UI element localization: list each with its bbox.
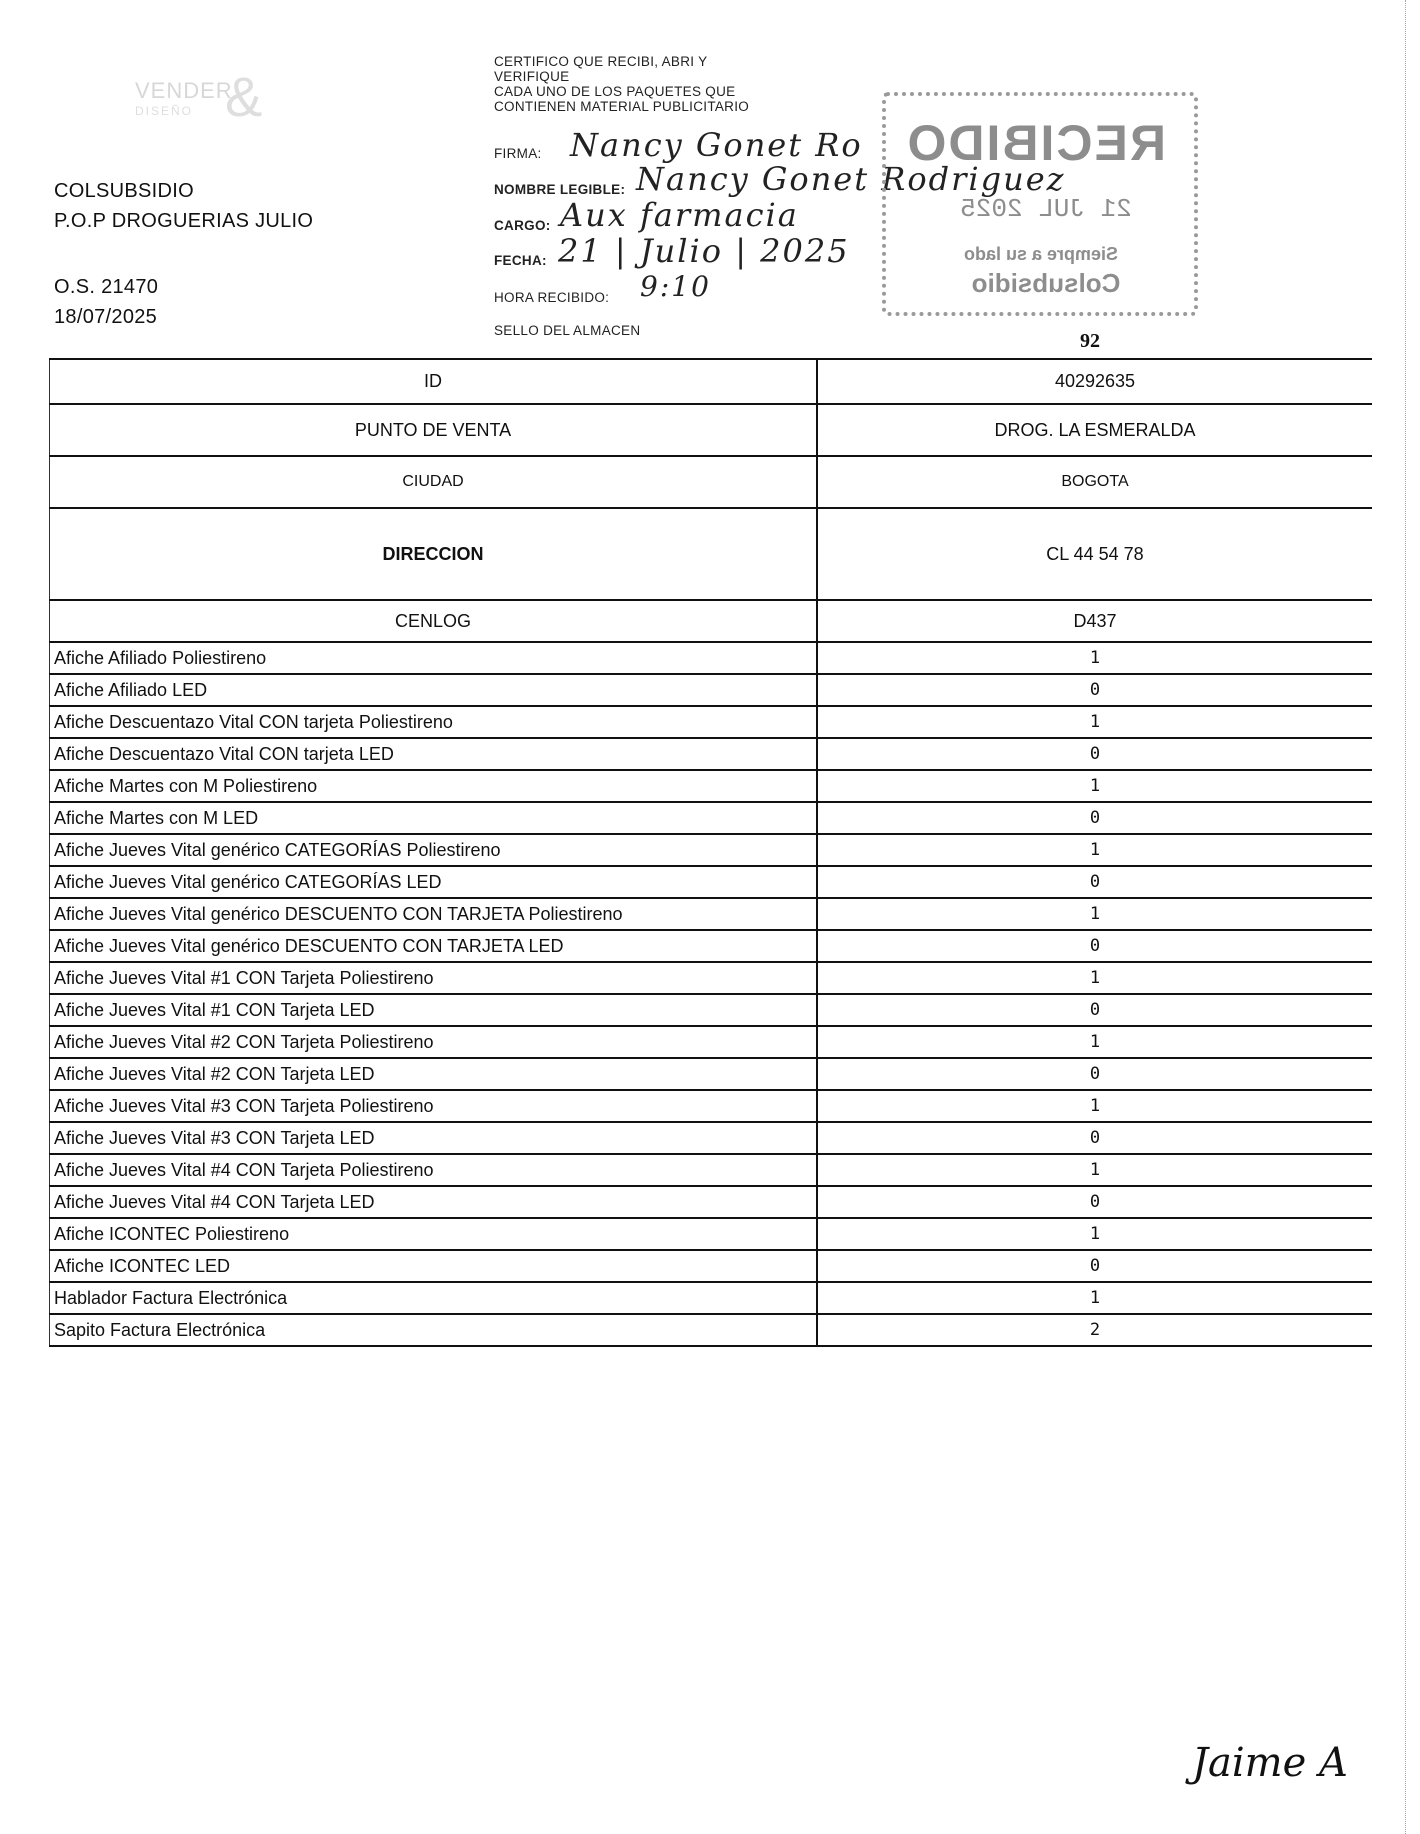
- company-name: COLSUBSIDIO: [54, 180, 194, 202]
- item-quantity: 0: [817, 802, 1372, 834]
- item-quantity: 0: [817, 1250, 1372, 1282]
- footer-signature: Jaime A: [1192, 1740, 1348, 1786]
- item-quantity: 1: [817, 770, 1372, 802]
- item-row: [50, 1058, 1373, 1090]
- items-list: [50, 642, 1373, 1346]
- item-row: [50, 898, 1373, 930]
- store-info-row: [50, 600, 1373, 642]
- item-row: [50, 1218, 1373, 1250]
- store-info-label: DIRECCION: [50, 508, 818, 600]
- item-quantity: 0: [817, 930, 1372, 962]
- item-row: [50, 962, 1373, 994]
- scan-edge: [1405, 0, 1408, 1834]
- item-quantity: 1: [817, 1282, 1372, 1314]
- item-row: [50, 1122, 1373, 1154]
- store-info-value: D437: [817, 600, 1372, 642]
- store-info-row: [50, 508, 1373, 600]
- item-quantity: 1: [817, 1154, 1372, 1186]
- item-row: [50, 1186, 1373, 1218]
- logo-ampersand-icon: &: [225, 65, 263, 128]
- cargo-value: Aux farmacia: [560, 196, 799, 234]
- company-block: [54, 176, 313, 236]
- item-name: Afiche Jueves Vital #4 CON Tarjeta Poliestireno: [50, 1154, 818, 1186]
- hora-label: HORA RECIBIDO:: [494, 290, 610, 305]
- item-quantity: 0: [817, 1186, 1372, 1218]
- item-quantity: 1: [817, 1218, 1372, 1250]
- order-block: [54, 272, 158, 332]
- page-number: 92: [1080, 330, 1100, 352]
- firma-signature: Nancy Gonet Ro: [570, 126, 863, 164]
- item-quantity: 0: [817, 738, 1372, 770]
- received-stamp: [882, 92, 1198, 316]
- item-quantity: 0: [817, 866, 1372, 898]
- store-info-value: CL 44 54 78: [817, 508, 1372, 600]
- campaign-name: P.O.P DROGUERIAS JULIO: [54, 210, 314, 232]
- item-row: [50, 642, 1373, 674]
- store-info-value: 40292635: [817, 359, 1372, 404]
- item-name: Afiche Afiliado Poliestireno: [50, 642, 818, 674]
- stamp-title: RECIBIDO: [905, 115, 1166, 171]
- item-name: Afiche Jueves Vital genérico CATEGORÍAS LED: [50, 866, 818, 898]
- item-row: [50, 706, 1373, 738]
- store-info-row: [50, 456, 1373, 508]
- company-logo: [95, 65, 275, 130]
- store-info-label: CIUDAD: [50, 456, 818, 508]
- item-quantity: 1: [817, 898, 1372, 930]
- item-row: [50, 1314, 1373, 1346]
- item-quantity: 1: [817, 1090, 1372, 1122]
- delivery-table: [49, 358, 1372, 1347]
- item-name: Afiche Martes con M LED: [50, 802, 818, 834]
- item-quantity: 0: [817, 1058, 1372, 1090]
- item-quantity: 2: [817, 1314, 1372, 1346]
- logo-text-line2: DISEÑO: [135, 104, 194, 118]
- item-name: Afiche Jueves Vital #4 CON Tarjeta LED: [50, 1186, 818, 1218]
- store-info-value: BOGOTA: [817, 456, 1372, 508]
- item-name: Afiche Jueves Vital #3 CON Tarjeta Poliestireno: [50, 1090, 818, 1122]
- item-row: [50, 994, 1373, 1026]
- item-row: [50, 1026, 1373, 1058]
- item-name: Afiche Jueves Vital #2 CON Tarjeta Poliestireno: [50, 1026, 818, 1058]
- item-name: Afiche Jueves Vital #2 CON Tarjeta LED: [50, 1058, 818, 1090]
- nombre-label: NOMBRE LEGIBLE:: [494, 182, 626, 197]
- item-name: Afiche Jueves Vital genérico DESCUENTO CON TARJETA LED: [50, 930, 818, 962]
- item-quantity: 1: [817, 834, 1372, 866]
- item-row: [50, 802, 1373, 834]
- stamp-brand: Colsubsidio: [971, 268, 1121, 298]
- item-quantity: 1: [817, 962, 1372, 994]
- item-row: [50, 1250, 1373, 1282]
- order-number: O.S. 21470: [54, 276, 159, 298]
- nombre-value: Nancy Gonet Rodriguez: [636, 160, 1066, 198]
- cert-line: CONTIENEN MATERIAL PUBLICITARIO: [494, 99, 750, 114]
- item-row: [50, 930, 1373, 962]
- logo-text-line1: VENDER: [135, 78, 233, 103]
- cert-line: CADA UNO DE LOS PAQUETES QUE: [494, 84, 736, 99]
- item-name: Afiche Jueves Vital #1 CON Tarjeta LED: [50, 994, 818, 1026]
- cert-line: CERTIFICO QUE RECIBI, ABRI Y: [494, 54, 708, 69]
- item-quantity: 0: [817, 1122, 1372, 1154]
- item-name: Afiche Jueves Vital genérico DESCUENTO CON TARJETA Poliestireno: [50, 898, 818, 930]
- item-row: [50, 1090, 1373, 1122]
- item-name: Afiche Jueves Vital genérico CATEGORÍAS Poliestireno: [50, 834, 818, 866]
- order-date: 18/07/2025: [54, 306, 158, 328]
- item-row: [50, 1154, 1373, 1186]
- item-name: Afiche Descuentazo Vital CON tarjeta LED: [50, 738, 818, 770]
- item-name: Afiche Martes con M Poliestireno: [50, 770, 818, 802]
- store-info-row: [50, 359, 1373, 404]
- stamp-date: 21 JUL 2025: [960, 194, 1132, 224]
- firma-label: FIRMA:: [494, 146, 542, 161]
- item-name: Afiche Jueves Vital #1 CON Tarjeta Poliestireno: [50, 962, 818, 994]
- item-quantity: 1: [817, 642, 1372, 674]
- item-quantity: 1: [817, 706, 1372, 738]
- cert-line: VERIFIQUE: [494, 69, 570, 84]
- item-name: Sapito Factura Electrónica: [50, 1314, 818, 1346]
- item-row: [50, 738, 1373, 770]
- store-info-label: ID: [50, 359, 818, 404]
- store-info-label: PUNTO DE VENTA: [50, 404, 818, 456]
- item-row: [50, 866, 1373, 898]
- item-quantity: 0: [817, 674, 1372, 706]
- fecha-label: FECHA:: [494, 253, 547, 268]
- item-name: Afiche Afiliado LED: [50, 674, 818, 706]
- item-name: Hablador Factura Electrónica: [50, 1282, 818, 1314]
- item-name: Afiche ICONTEC LED: [50, 1250, 818, 1282]
- store-info-row: [50, 404, 1373, 456]
- store-info-value: DROG. LA ESMERALDA: [817, 404, 1372, 456]
- hora-value: 9:10: [640, 270, 711, 303]
- item-row: [50, 1282, 1373, 1314]
- item-quantity: 1: [817, 1026, 1372, 1058]
- item-name: Afiche Descuentazo Vital CON tarjeta Poliestireno: [50, 706, 818, 738]
- sello-label: SELLO DEL ALMACEN: [494, 323, 641, 338]
- certification-text: [494, 54, 749, 114]
- item-name: Afiche ICONTEC Poliestireno: [50, 1218, 818, 1250]
- stamp-slogan: Siempre a su lado: [963, 244, 1119, 264]
- item-row: [50, 674, 1373, 706]
- item-row: [50, 770, 1373, 802]
- item-name: Afiche Jueves Vital #3 CON Tarjeta LED: [50, 1122, 818, 1154]
- fecha-value: 21 | Julio | 2025: [558, 232, 850, 270]
- item-row: [50, 834, 1373, 866]
- item-quantity: 0: [817, 994, 1372, 1026]
- store-info-label: CENLOG: [50, 600, 818, 642]
- cargo-label: CARGO:: [494, 218, 551, 233]
